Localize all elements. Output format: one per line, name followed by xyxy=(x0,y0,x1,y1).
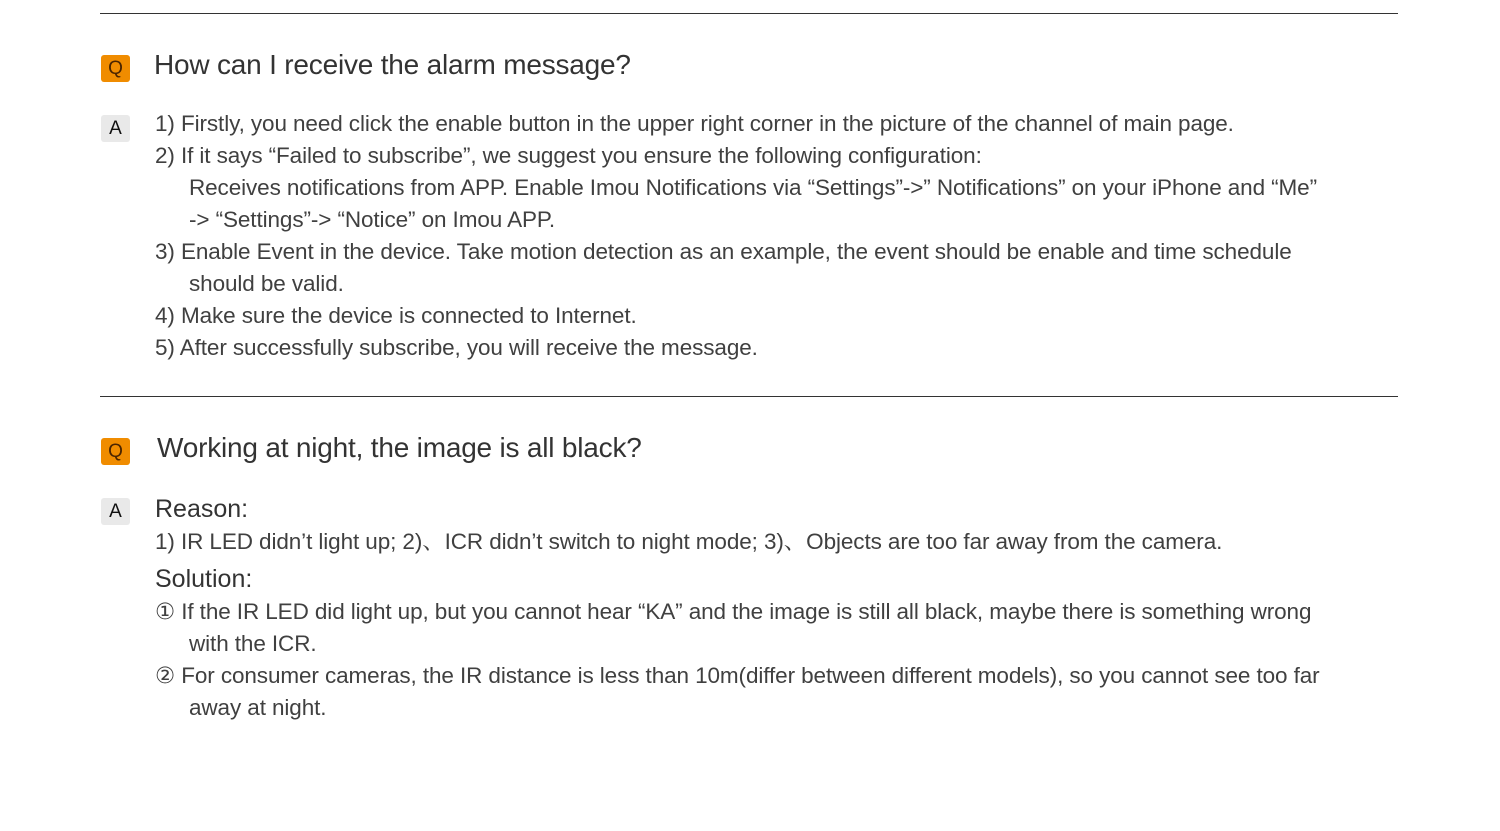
question-badge: Q xyxy=(101,438,130,465)
answer-line: 3) Enable Event in the device. Take motion detection as an example, the event should be enable and time schedule xyxy=(155,239,1292,264)
answer-line: 5) After successfully subscribe, you will receive the message. xyxy=(155,335,758,360)
answer-line: 1) Firstly, you need click the enable button in the upper right corner in the picture of the channel of main page. xyxy=(155,111,1234,136)
solution-line: away at night. xyxy=(189,695,327,720)
reason-line: 1) IR LED didn’t light up; 2)、ICR didn’t switch to night mode; 3)、Objects are too far away from the camera. xyxy=(155,529,1223,554)
answer-line: Receives notifications from APP. Enable Imou Notifications via “Settings”->” Notifications” on your iPhone and “Me” xyxy=(189,175,1317,200)
answer-badge: A xyxy=(101,115,130,142)
solution-line: with the ICR. xyxy=(189,631,317,656)
top-divider xyxy=(100,13,1398,14)
answer-badge: A xyxy=(101,498,130,525)
solution-line: ① If the IR LED did light up, but you cannot hear “KA” and the image is still all black, maybe there is something wrong xyxy=(155,599,1312,624)
question-badge: Q xyxy=(101,55,130,82)
answer-line: -> “Settings”-> “Notice” on Imou APP. xyxy=(189,207,556,232)
question-title: How can I receive the alarm message? xyxy=(154,49,631,80)
section-divider xyxy=(100,396,1398,397)
answer-line: should be valid. xyxy=(189,271,344,296)
answer-line: 2) If it says “Failed to subscribe”, we suggest you ensure the following configuration: xyxy=(155,143,982,168)
solution-heading: Solution: xyxy=(155,565,253,593)
question-title: Working at night, the image is all black? xyxy=(157,432,642,463)
reason-heading: Reason: xyxy=(155,495,249,523)
solution-line: ② For consumer cameras, the IR distance is less than 10m(differ between different models), so you cannot see too far xyxy=(155,663,1320,688)
answer-line: 4) Make sure the device is connected to Internet. xyxy=(155,303,637,328)
